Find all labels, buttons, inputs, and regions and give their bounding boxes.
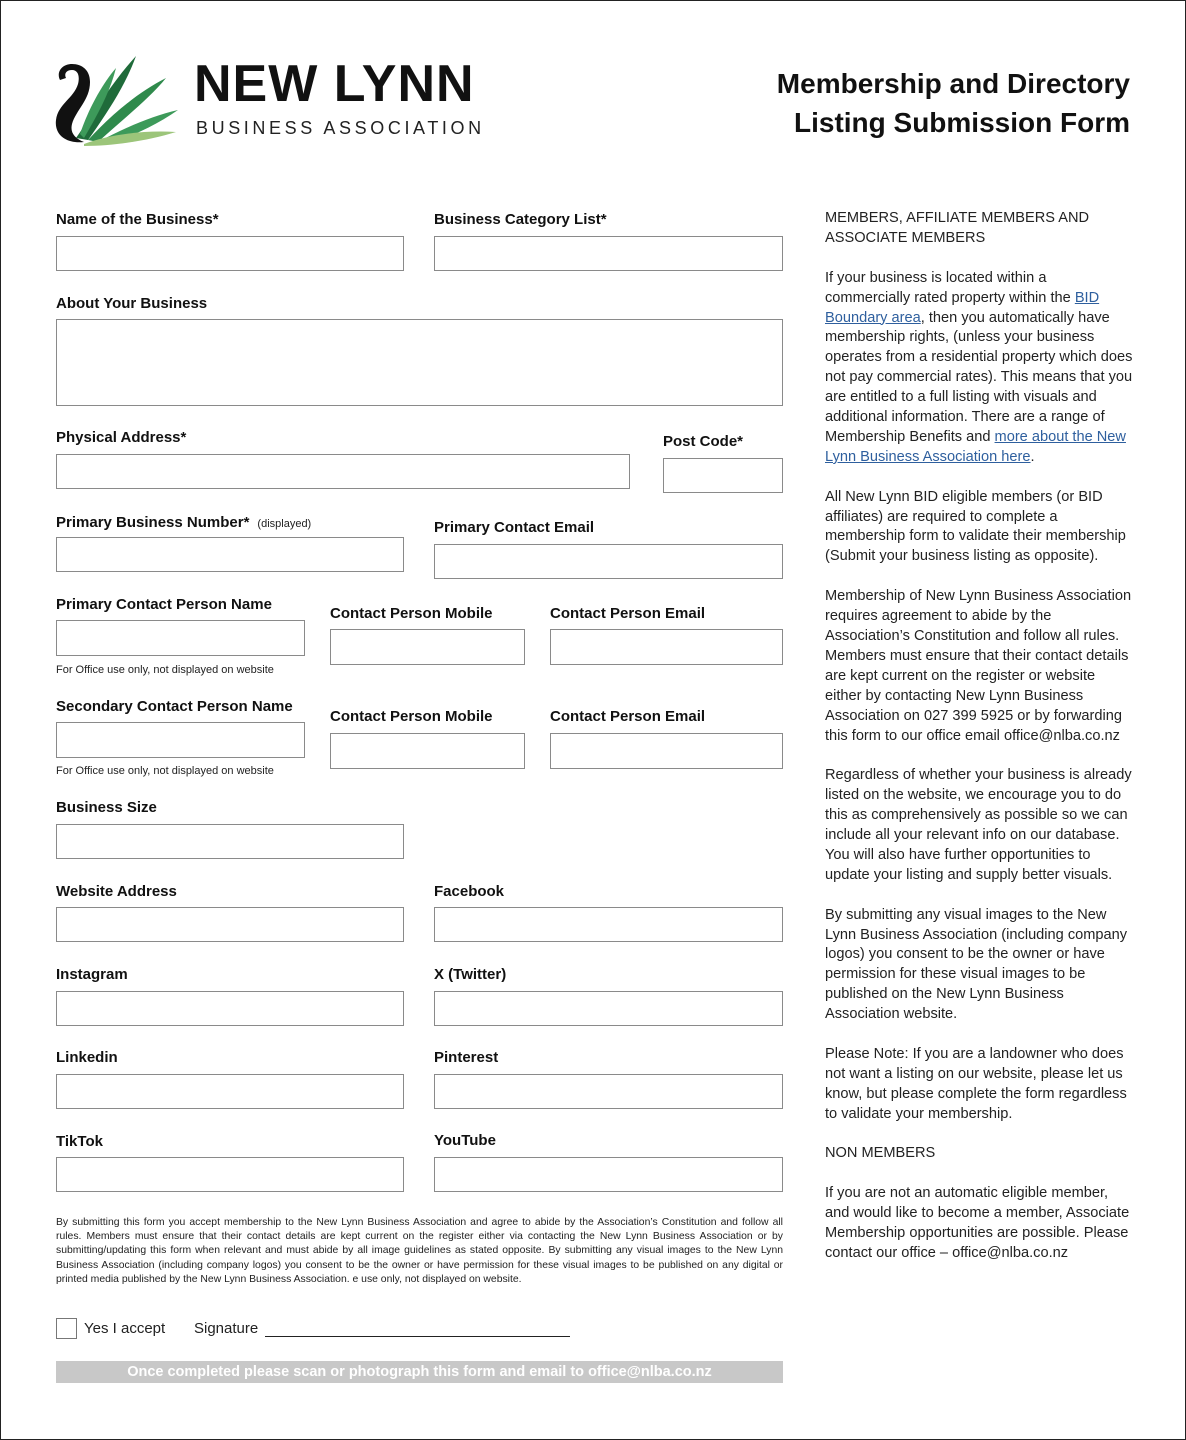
primary-contact-email-input[interactable]	[434, 544, 783, 579]
contact-person-email-input[interactable]	[550, 629, 783, 665]
primary-contact-person-label: Primary Contact Person Name	[56, 596, 272, 613]
brand-name: NEW LYNN	[194, 55, 475, 113]
twitter-label: X (Twitter)	[434, 966, 507, 983]
post-code-label: Post Code*	[663, 433, 744, 450]
business-category-label: Business Category List*	[434, 211, 607, 228]
signature-line[interactable]	[265, 1336, 570, 1337]
non-members-paragraph: If you are not an automatic eligible member, and would like to become a member, Associate Membership opportunities are possible. Please contact our office – office@nlba.co.nz	[825, 1185, 1130, 1261]
facebook-label: Facebook	[434, 883, 505, 900]
secondary-contact-mobile-input[interactable]	[330, 733, 525, 769]
tiktok-label: TikTok	[56, 1133, 103, 1150]
rules-paragraph: Membership of New Lynn Business Association requires agreement to abide by the Association’s Constitution and follow all rules. Members must ensure that their contact details are kept current on the register or website either by contacting New Lynn Business Association on 027 399 5925 or by forwarding this form to our office email office@nlba.co.nz	[825, 588, 1132, 744]
secondary-contact-email-label: Contact Person Email	[550, 708, 706, 725]
tiktok-input[interactable]	[56, 1157, 404, 1192]
business-size-label: Business Size	[56, 799, 157, 816]
secondary-contact-mobile-label: Contact Person Mobile	[330, 708, 493, 725]
primary-contact-email-label: Primary Contact Email	[434, 519, 595, 536]
visual-images-paragraph: By submitting any visual images to the New Lynn Business Association (including company logos) you consent to be the owner or have permission for these visual images to be published on the New Lynn Business Association website.	[825, 906, 1128, 1023]
pinterest-label: Pinterest	[434, 1049, 499, 1066]
instagram-label: Instagram	[56, 966, 128, 983]
youtube-label: YouTube	[434, 1132, 496, 1149]
primary-contact-person-input[interactable]	[56, 620, 305, 656]
primary-business-number-label: Primary Business Number* (displayed)	[56, 514, 312, 531]
swan-logo-icon	[54, 54, 180, 146]
listing-paragraph: Regardless of whether your business is already listed on the website, we encourage you to do this as comprehensively as possible so we can include all your relevant info on our database. You will also have further opportunities to update your listing and supply better visuals.	[825, 767, 1132, 883]
website-address-label: Website Address	[56, 883, 177, 900]
physical-address-label: Physical Address*	[56, 429, 187, 446]
legal-terms-text: By submitting this form you accept membership to the New Lynn Business Association and agree to abide by the Association’s Constitution and follow all rules. Members must ensure that their contact details are kept current on the register either via contacting the New Lynn Business Association or by submitting/updating this form when relevant and must abide by all image guidelines as stated opposite. By submitting any visual images to the New Lynn Business Association (including company logos) you consent to be the owner or have permission for these visual images to be published on any digital or printed media published by the New Lynn Business Association. e use only, not displayed on website.	[56, 1217, 783, 1285]
youtube-input[interactable]	[434, 1157, 783, 1192]
contact-person-email-label: Contact Person Email	[550, 605, 706, 622]
eligible-members-paragraph: All New Lynn BID eligible members (or BID affiliates) are required to complete a membership form to validate their membership (Submit your business listing as opposite).	[825, 488, 1126, 565]
business-name-label: Name of the Business*	[56, 211, 219, 228]
non-members-heading: NON MEMBERS	[825, 1145, 936, 1162]
office-use-note: For Office use only, not displayed on website	[56, 664, 274, 676]
contact-person-mobile-input[interactable]	[330, 629, 525, 665]
bid-boundary-link[interactable]: BID Boundary area	[825, 289, 1100, 326]
brand-subtitle: BUSINESS ASSOCIATION	[196, 118, 485, 138]
post-code-input[interactable]	[663, 458, 783, 493]
website-address-input[interactable]	[56, 907, 404, 942]
linkedin-label: Linkedin	[56, 1049, 118, 1066]
landowner-note-paragraph: Please Note: If you are a landowner who does not want a listing on our website, please let us know, but please complete the form regardless to validate your membership.	[825, 1045, 1127, 1122]
secondary-contact-person-input[interactable]	[56, 722, 305, 758]
pinterest-input[interactable]	[434, 1074, 783, 1109]
office-use-note: For Office use only, not displayed on website	[56, 765, 274, 777]
membership-info-column	[825, 209, 1135, 1284]
about-business-label: About Your Business	[56, 295, 208, 312]
linkedin-input[interactable]	[56, 1074, 404, 1109]
accept-checkbox[interactable]	[56, 1318, 77, 1339]
page-title: Membership and Directory Listing Submission Form	[776, 68, 1130, 138]
business-category-input[interactable]	[434, 236, 783, 271]
members-heading: MEMBERS, AFFILIATE MEMBERS AND ASSOCIATE MEMBERS	[825, 210, 1090, 246]
twitter-input[interactable]	[434, 991, 783, 1026]
primary-business-number-input[interactable]	[56, 537, 404, 572]
secondary-contact-person-label: Secondary Contact Person Name	[56, 698, 293, 715]
secondary-contact-email-input[interactable]	[550, 733, 783, 769]
displayed-note: (displayed)	[257, 518, 312, 530]
instagram-input[interactable]	[56, 991, 404, 1026]
accept-label: Yes I accept	[84, 1320, 166, 1337]
physical-address-input[interactable]	[56, 454, 630, 489]
about-association-link[interactable]: more about the New Lynn Business Association here	[825, 428, 1126, 465]
members-paragraph: If your business is located within a commercially rated property within the BID Boundary area, then you automatically have membership rights, (unless your business operates from a residential property which does not pay commercial rates). This means that you are entitled to a full listing with visuals and additional information. There are a range of Membership Benefits and more about the New Lynn Business Association here.	[825, 269, 1133, 465]
contact-person-mobile-label: Contact Person Mobile	[330, 605, 493, 622]
about-business-textarea[interactable]	[56, 319, 783, 406]
signature-label: Signature	[194, 1320, 259, 1337]
facebook-input[interactable]	[434, 907, 783, 942]
submission-instructions-banner: Once completed please scan or photograph this form and email to office@nlba.co.nz	[56, 1361, 783, 1383]
business-name-input[interactable]	[56, 236, 404, 271]
business-size-input[interactable]	[56, 824, 404, 859]
